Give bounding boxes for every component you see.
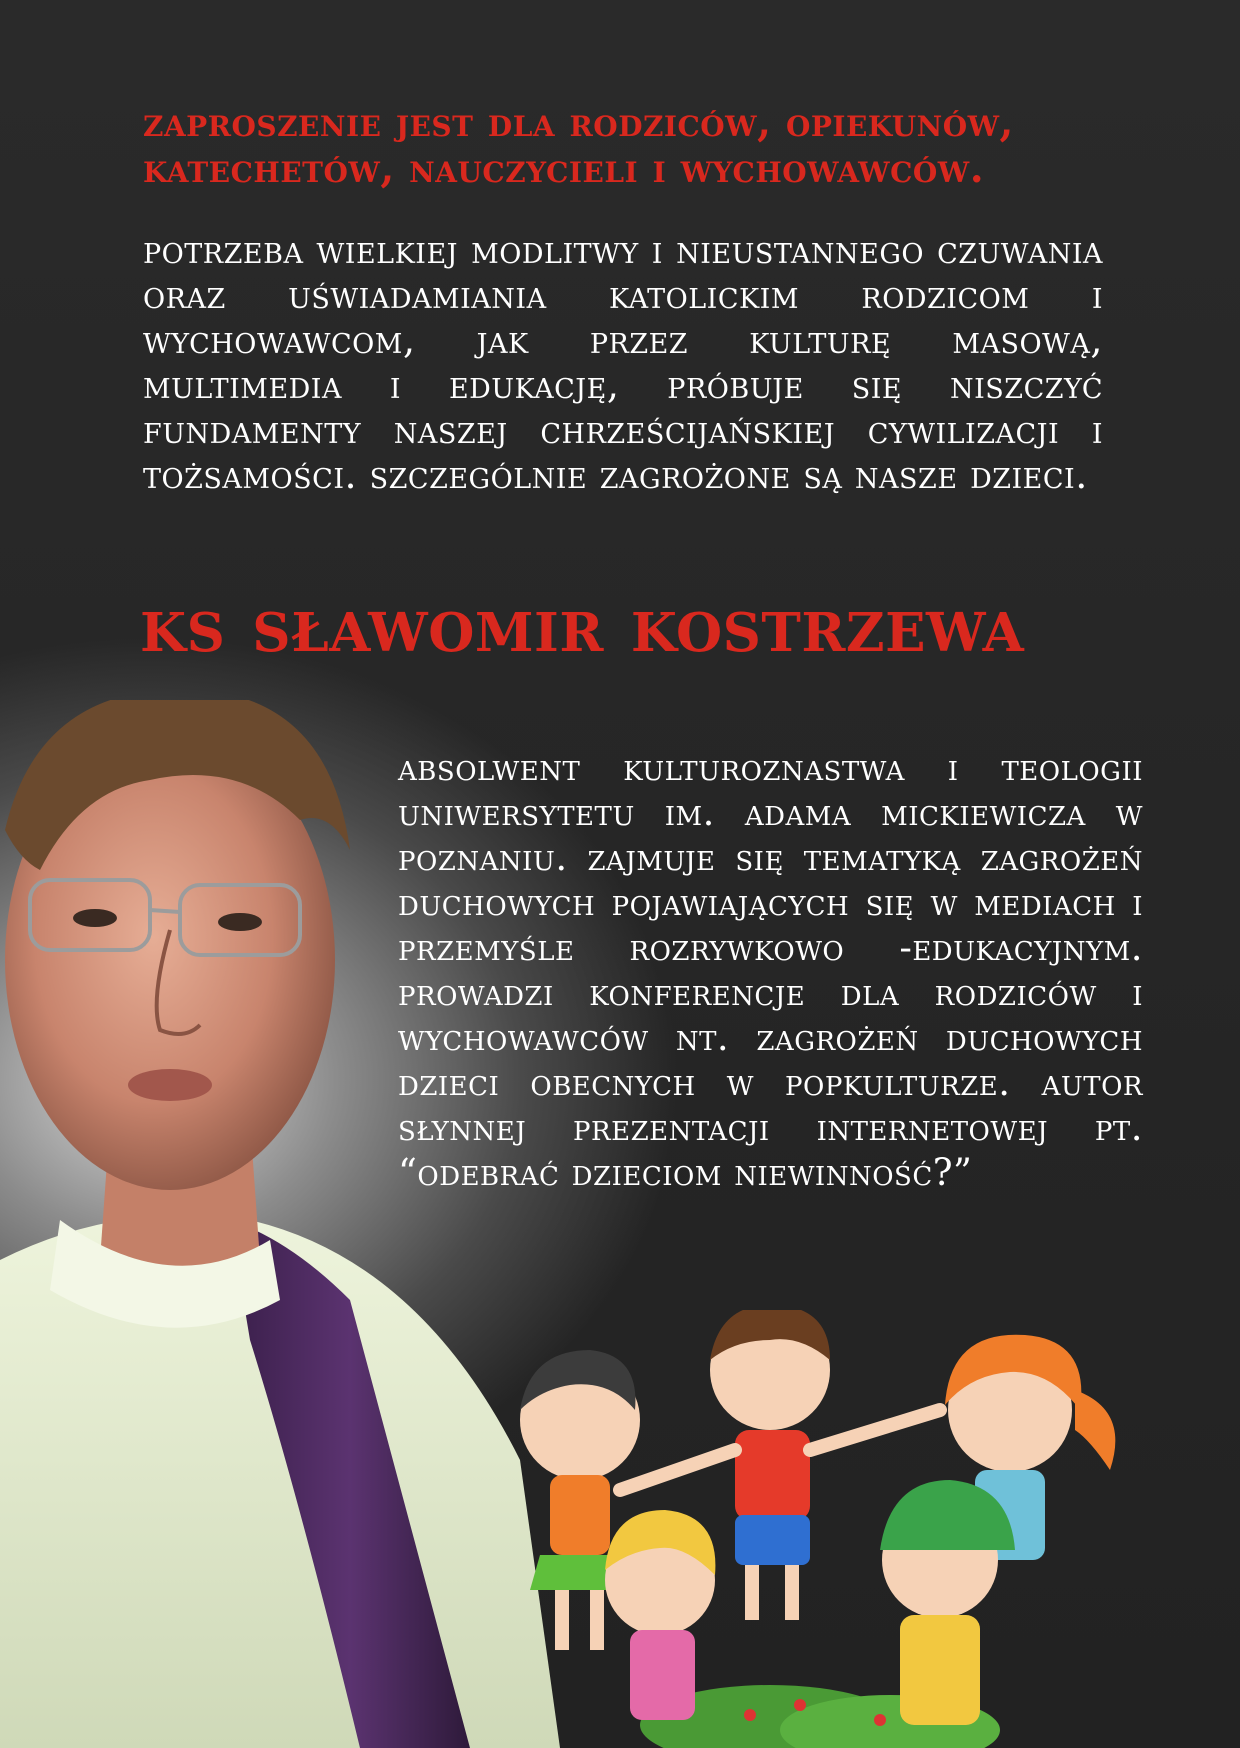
bio-paragraph: absolwent kulturoznastwa i teologii uniwersytetu im. adama mickiewicza w poznaniu. zajmuje się tematyką zagrożeń duchowych pojawiających się w mediach i przemyśle rozrywkowo -edukacyjnym. prowadzi konferencje dla rodziców i wychowawców nt. zagrożeń duchowych dzieci obecnych w popkulturze. autor słynnej prezentacji internetowej pt. “odebrać dzieciom niewinność?” xyxy=(398,746,1143,1194)
children-holding-hands-illustration xyxy=(470,1310,1240,1748)
speaker-name: ks sławomir kostrzewa xyxy=(140,580,1025,669)
intro-paragraph: potrzeba wielkiej modlitwy i nieustannego czuwania oraz uświadamiania katolickim rodzicom i wychowawcom, jak przez kulturę masową, multimedia i edukację, próbuje się niszczyć fundamenty naszej chrześcijańskiej cywilizacji i tożsamości. szczególnie zagrożone są nasze dzieci. xyxy=(143,228,1103,497)
invitation-heading: zaproszenie jest dla rodziców, opiekunów, katechetów, nauczycieli i wychowawców. xyxy=(143,99,1014,192)
